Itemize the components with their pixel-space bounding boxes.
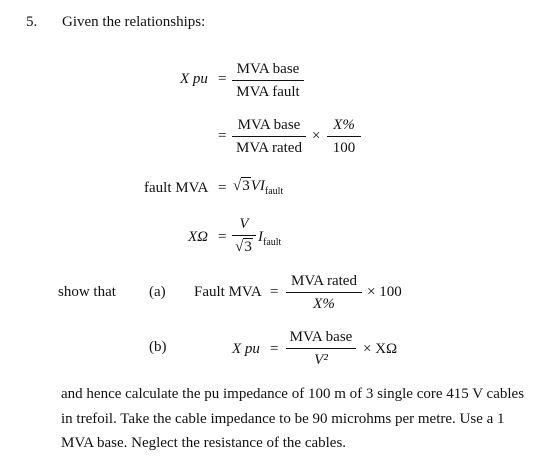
fraction-denominator: MVA fault [236,84,300,100]
fraction-numerator: V [232,216,256,236]
question-number: 5. [26,14,38,30]
part-b-lhs: X pu [232,341,260,357]
fraction-denominator: 100 [332,140,356,156]
xohm-lhs: XΩ [188,229,209,245]
closing-paragraph: and hence calculate the pu impedance of 100 m of 3 single core 415 V cables in trefoil. Take the cable impedance to be 90 microhms per metre. Use a 1 MVA base. Neglect the resistance of the cables. [61,386,525,451]
equals-sign: = [270,284,279,300]
show-that-label: show that [58,284,116,300]
fraction-mva-base-over-fault [232,61,304,101]
times-sign: × [312,128,321,144]
sqrt-sign: √3 [233,178,250,194]
part-a-label: (a) [149,284,166,300]
fraction-xpercent-over-100 [327,117,361,157]
equals-sign: = [270,341,279,357]
fault-subscript: fault [264,186,284,197]
xpu-lhs: X pu [180,71,208,87]
fraction-mva-base-over-rated [232,117,306,157]
fraction-denominator: X% [313,296,335,312]
equals-sign: = [218,229,227,245]
fraction-denominator: MVA rated [236,140,302,156]
fraction-mva-base-over-v2 [286,329,356,369]
fraction-v-over-sqrt3 [232,216,256,256]
fraction-denominator: √3 [235,239,252,255]
fraction-numerator: MVA base [232,61,304,81]
fault-mva-lhs: fault MVA [144,180,209,196]
equals-sign: = [218,71,227,87]
fraction-numerator: MVA rated [286,273,362,293]
equals-sign: = [218,128,227,144]
fraction-mva-rated-over-xpercent [286,273,362,313]
current-fault: $I_{fault}$ [258,229,282,248]
fraction-numerator: X% [327,117,361,137]
part-a-tail: × 100 [367,284,402,300]
question-intro: Given the relationships: [62,14,206,30]
fraction-numerator: MVA base [232,117,306,137]
equals-sign: = [218,180,227,196]
fraction-numerator: MVA base [286,329,356,349]
part-b-tail: × XΩ [363,341,398,357]
fault-mva-rhs: $√3VI_{fault}$ [233,178,284,197]
fraction-denominator: V² [314,352,328,368]
part-a-lhs: Fault MVA [194,284,262,300]
part-b-label: (b) [149,339,167,355]
